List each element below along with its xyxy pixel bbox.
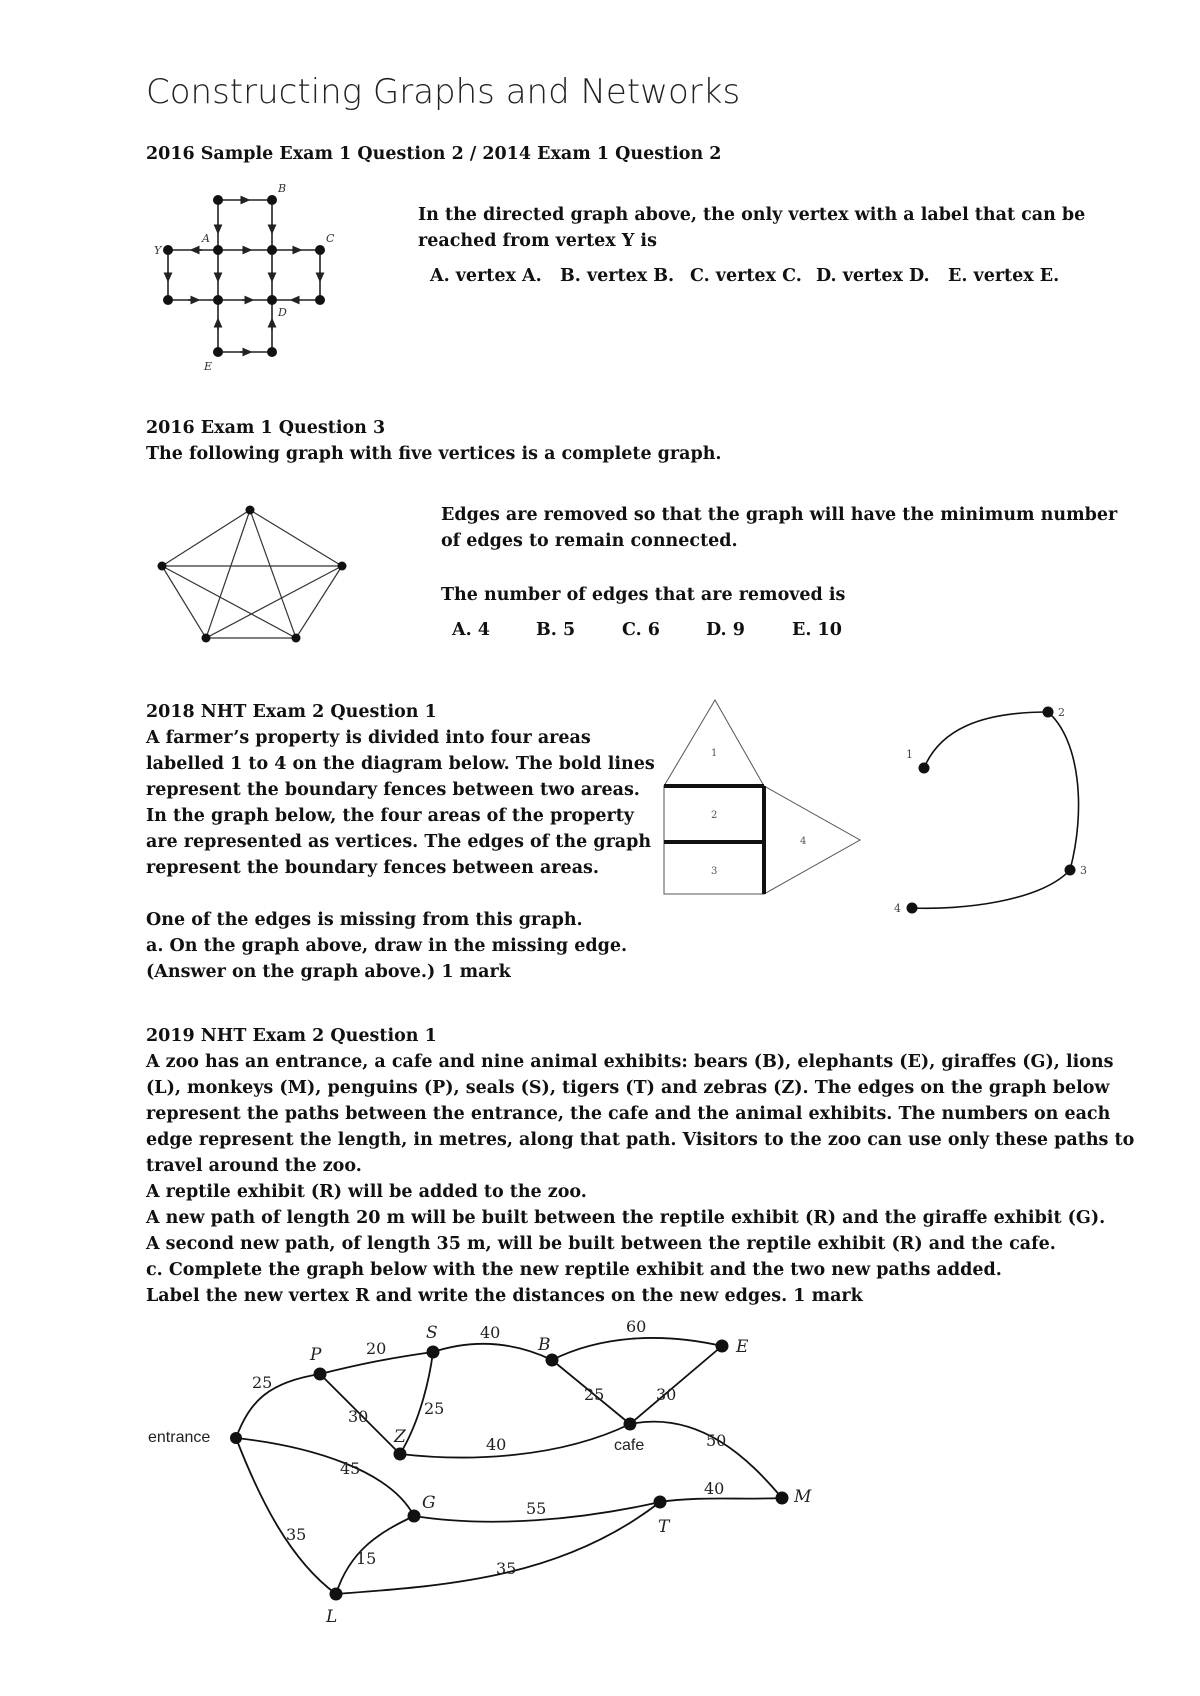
q3-heading: 2018 NHT Exam 2 Question 1 [146, 702, 437, 722]
q2-text-3: The number of edges that are removed is [441, 585, 846, 605]
q3-vertex-label-4: 4 [894, 902, 901, 915]
q4-zoo-graph [140, 1310, 840, 1630]
q4-vertex-b [546, 1354, 559, 1367]
q1-label-d: D [278, 306, 287, 319]
q3-line-5: are represented as vertices. The edges of the graph [146, 832, 652, 852]
q4-line-8: A second new path, of length 35 m, will be built between the reptile exhibit (R) and the cafe. [146, 1234, 1056, 1254]
q3-line-4: In the graph below, the four areas of the property [146, 806, 634, 826]
q4-heading: 2019 NHT Exam 2 Question 1 [146, 1026, 437, 1046]
q4-line-6: A reptile exhibit (R) will be added to the zoo. [146, 1182, 587, 1202]
q4-weight-entrance-p: 25 [252, 1373, 273, 1392]
q4-label-e: E [736, 1337, 749, 1357]
q3-edge-3-4 [912, 870, 1070, 908]
q1-vertex [267, 195, 277, 205]
q4-line-3: represent the paths between the entrance, the cafe and the animal exhibits. The numbers on each [146, 1104, 1111, 1124]
q2-intro: The following graph with five vertices is a complete graph. [146, 444, 722, 464]
q4-weight-p-s: 20 [366, 1339, 387, 1358]
q3-line-8: a. On the graph above, draw in the missing edge. [146, 936, 628, 956]
q4-weight-g-l: 15 [356, 1549, 377, 1568]
q4-line-2: (L), monkeys (M), penguins (P), seals (S), tigers (T) and zebras (Z). The edges on the graph below [146, 1078, 1110, 1098]
q4-label-m: M [794, 1487, 812, 1507]
q1-vertex [315, 245, 325, 255]
q4-weight-e-cafe: 30 [656, 1385, 677, 1404]
q1-option-d: D. vertex D. [816, 266, 930, 286]
q1-vertex [163, 295, 173, 305]
q4-label-p: P [310, 1345, 322, 1365]
q3-vertex-2 [1043, 707, 1054, 718]
q4-line-9: c. Complete the graph below with the new reptile exhibit and the two new paths added. [146, 1260, 1002, 1280]
q4-label-s: S [426, 1323, 438, 1343]
q2-vertex [202, 634, 211, 643]
q1-label-a: A [202, 232, 210, 245]
q3-area-3: 3 [711, 866, 718, 877]
q4-label-z: Z [394, 1427, 406, 1447]
q3-vertex-3 [1065, 865, 1076, 876]
q3-line-6: represent the boundary fences between areas. [146, 858, 599, 878]
q1-vertex [267, 295, 277, 305]
q4-label-cafe: cafe [614, 1437, 645, 1454]
q2-option-a: A. 4 [452, 620, 490, 640]
q4-label-g: G [422, 1493, 436, 1513]
q1-vertex [315, 295, 325, 305]
q4-vertex-p [314, 1368, 327, 1381]
q4-vertex-g [408, 1510, 421, 1523]
q3-vertex-4 [907, 903, 918, 914]
q4-vertex-z [394, 1448, 407, 1461]
q1-label-b: B [278, 182, 287, 195]
q1-label-c: C [326, 232, 335, 245]
q3-edge-1-2 [924, 712, 1048, 768]
q3-line-7: One of the edges is missing from this graph. [146, 910, 583, 930]
q4-weight-p-z: 30 [348, 1407, 369, 1426]
q2-option-d: D. 9 [706, 620, 745, 640]
q1-vertex [163, 245, 173, 255]
q4-weight-g-t: 55 [526, 1499, 547, 1518]
q4-weight-b-e: 60 [626, 1317, 647, 1336]
q3-line-3: represent the boundary fences between two areas. [146, 780, 640, 800]
q4-line-5: travel around the zoo. [146, 1156, 362, 1176]
q3-line-2: labelled 1 to 4 on the diagram below. The bold lines [146, 754, 655, 774]
q2-text-2: of edges to remain connected. [441, 531, 738, 551]
q3-vertex-label-3: 3 [1080, 864, 1087, 877]
q3-area-4: 4 [800, 836, 807, 847]
q2-vertex [292, 634, 301, 643]
q1-heading: 2016 Sample Exam 1 Question 2 / 2014 Exam 1 Question 2 [146, 144, 722, 164]
q3-area-1: 1 [711, 748, 718, 759]
q4-label-t: T [658, 1517, 670, 1537]
q3-graph [890, 700, 1090, 920]
q2-text-1: Edges are removed so that the graph will have the minimum number [441, 505, 1118, 525]
q4-weight-cafe-m: 50 [706, 1431, 727, 1450]
q4-line-1: A zoo has an entrance, a cafe and nine animal exhibits: bears (B), elephants (E), giraffes (G), lions [146, 1052, 1114, 1072]
q4-line-7: A new path of length 20 m will be built between the reptile exhibit (R) and the giraffe exhibit (G). [146, 1208, 1106, 1228]
q3-property-diagram [660, 698, 870, 902]
q1-vertex [213, 245, 223, 255]
q1-vertex [213, 295, 223, 305]
q4-vertex-t [654, 1496, 667, 1509]
q4-weight-entrance-g: 45 [340, 1459, 361, 1478]
q3-vertex-label-2: 2 [1058, 706, 1065, 719]
q1-text-1: In the directed graph above, the only vertex with a label that can be [418, 205, 1086, 225]
q1-vertex [267, 347, 277, 357]
q4-vertex-entrance [230, 1432, 242, 1444]
q4-line-10: Label the new vertex R and write the distances on the new edges. 1 mark [146, 1286, 863, 1306]
q4-line-4: edge represent the length, in metres, along that path. Visitors to the zoo can use only these paths to [146, 1130, 1135, 1150]
q2-vertex [338, 562, 347, 571]
q4-vertex-cafe [624, 1418, 637, 1431]
q4-weight-z-cafe: 40 [486, 1435, 507, 1454]
q4-label-b: B [538, 1335, 551, 1355]
q4-vertex-s [427, 1346, 440, 1359]
q4-weight-entrance-l: 35 [286, 1525, 307, 1544]
q2-complete-graph [150, 498, 360, 648]
q4-vertex-e [716, 1340, 729, 1353]
q4-weight-s-z: 25 [424, 1399, 445, 1418]
q4-label-l: L [326, 1607, 338, 1627]
q1-option-b: B. vertex B. [560, 266, 675, 286]
q3-line-1: A farmer’s property is divided into four areas [146, 728, 591, 748]
q1-vertex [213, 347, 223, 357]
q4-vertex-m [776, 1492, 789, 1505]
q2-vertex [158, 562, 167, 571]
q2-option-c: C. 6 [622, 620, 660, 640]
q3-edge-2-3 [1048, 712, 1079, 870]
q2-heading: 2016 Exam 1 Question 3 [146, 418, 386, 438]
q3-vertex-1 [919, 763, 930, 774]
q4-weight-s-b: 40 [480, 1323, 501, 1342]
q1-label-e: E [204, 360, 213, 373]
q3-vertex-label-1: 1 [906, 748, 913, 761]
q1-directed-graph [150, 180, 350, 380]
q1-option-e: E. vertex E. [948, 266, 1060, 286]
q1-vertex [267, 245, 277, 255]
q2-vertex [246, 506, 255, 515]
q2-option-e: E. 10 [792, 620, 842, 640]
q1-label-y: Y [154, 244, 162, 257]
q4-weight-t-m: 40 [704, 1479, 725, 1498]
q4-vertex-l [330, 1588, 343, 1601]
q1-option-c: C. vertex C. [690, 266, 802, 286]
q4-weight-l-t: 35 [496, 1559, 517, 1578]
q1-option-a: A. vertex A. [430, 266, 542, 286]
page-title: Constructing Graphs and Networks [146, 72, 741, 112]
q3-line-9: (Answer on the graph above.) 1 mark [146, 962, 511, 982]
q3-area-2: 2 [711, 810, 718, 821]
q2-option-b: B. 5 [536, 620, 576, 640]
q4-weight-b-cafe: 25 [584, 1385, 605, 1404]
q4-label-entrance: entrance [148, 1429, 211, 1446]
q1-text-2: reached from vertex Y is [418, 231, 657, 251]
q1-vertex [213, 195, 223, 205]
